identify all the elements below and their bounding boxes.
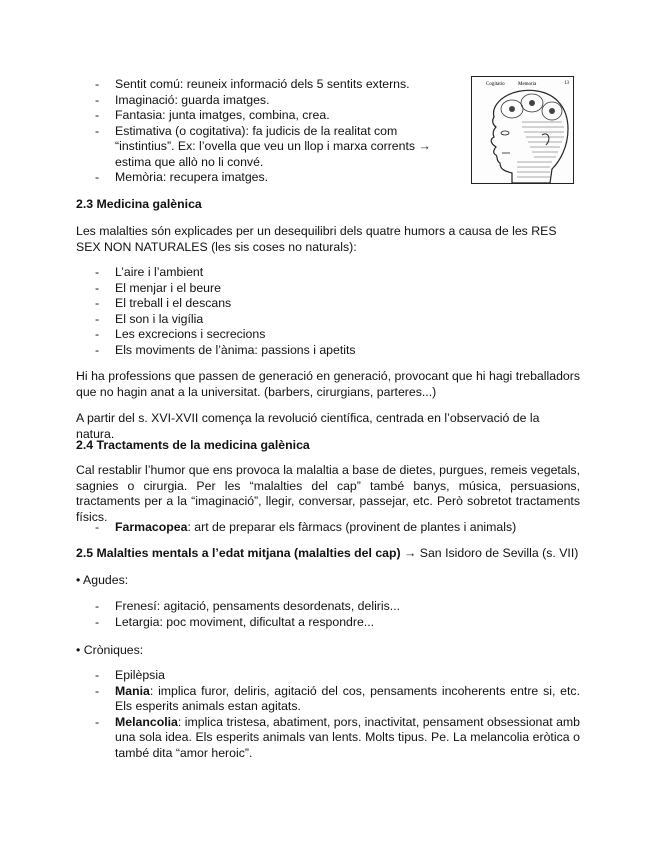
section-2-3-para2: A partir del s. XVI-XVII comença la revolució científica, centrada en l’observació de la natura. xyxy=(76,411,540,441)
non-naturals-list xyxy=(76,265,580,358)
item-rest: : art de preparar els fàrmacs (provinent de plantes i animals) xyxy=(187,520,517,534)
list-item: - Memòria: recupera imatges. xyxy=(76,170,452,186)
figure-caption-left: Cogitatio xyxy=(486,82,505,87)
acute-label: • Agudes: xyxy=(76,573,129,587)
list-item: - Letargia: poc moviment, dificultat a respondre... xyxy=(76,615,580,631)
chronic-label: • Cròniques: xyxy=(76,643,144,657)
section-2-5-title-bold: 2.5 Malalties mentals a l’edat mitjana (malalties del cap) xyxy=(76,546,401,560)
list-item: - Frenesí: agitació, pensaments desordenats, deliris... xyxy=(76,599,580,615)
list-item xyxy=(76,684,580,715)
treatments-list xyxy=(76,520,580,536)
senses-list-block xyxy=(76,77,452,186)
section-2-3-intro: Les malalties són explicades per un desequilibri dels quatre humors a causa de les RES SEX NON NATURALES (les sis coses no naturals): xyxy=(76,224,557,254)
mania-bold: Mania xyxy=(115,683,150,698)
chronic-list xyxy=(76,668,580,761)
item-bold: Farmacopea xyxy=(115,520,188,534)
list-item: - El son i la vigília xyxy=(76,312,580,328)
senses-list xyxy=(76,77,452,186)
treatments-list-block xyxy=(76,520,580,536)
section-2-3-para1: Hi ha professions que passen de generació en generació, provocant que hi hagi treballadors que no hagin anat a la universitat. (barbers, cirurgians, parteres...) xyxy=(76,369,580,399)
figure-caption-right: 13 xyxy=(564,81,569,86)
melancolia-bold: Melancolia xyxy=(115,714,178,729)
section-2-5-title-rest: → San Isidoro de Sevilla (s. VII) xyxy=(400,546,579,560)
acute-list xyxy=(76,599,580,630)
list-item: - L’aire i l’ambient xyxy=(76,265,580,281)
list-item: - Sentit comú: reuneix informació dels 5 sentits externs. xyxy=(76,77,452,93)
woodcut-head-figure xyxy=(471,76,574,184)
list-item: - El menjar i el beure xyxy=(76,281,580,297)
chronic-list-block xyxy=(76,668,580,761)
section-2-5-title xyxy=(76,546,580,562)
list-item xyxy=(76,715,580,762)
list-item: - Estimativa (o cogitativa): fa judicis de la realitat com “instintius”. Ex: l’ovella que veu un llop i marxa corrents → estima que allò no li convé. xyxy=(76,124,452,171)
list-item xyxy=(76,520,580,536)
figure-caption-mid: Memoria xyxy=(518,82,537,87)
mania-rest: : implica furor, deliris, agitació del cos, pensaments incoherents entre si, etc. Els esperits animals estan agitats. xyxy=(115,683,580,713)
melancolia-rest: : implica tristesa, abatiment, pors, inactivitat, pensament obsessionat amb una sola idea. Els esperits animals van lents. Molts tipus. Pe. La melancolia eròtica o també dita “amor heroic”. xyxy=(115,714,580,760)
acute-list-block xyxy=(76,599,580,630)
section-2-4-title: 2.4 Tractaments de la medicina galènica xyxy=(76,438,310,452)
non-naturals-list-block xyxy=(76,265,580,358)
section-2-3-title: 2.3 Medicina galènica xyxy=(76,197,202,211)
list-item: - El treball i el descans xyxy=(76,296,580,312)
list-item: - Imaginació: guarda imatges. xyxy=(76,93,452,109)
woodcut-head-icon xyxy=(472,77,575,185)
list-item: - Epilèpsia xyxy=(76,668,580,684)
section-2-4-para: Cal restablir l’humor que ens provoca la malaltia a base de dietes, purgues, remeis vegetals, sagnies o cirurgia. Per les “malalties del cap” també banys, música, persuasions, tractaments per a la “imaginació”, llegir, conversar, passejar, etc. Però sobretot tractaments físics. xyxy=(76,463,580,524)
list-item: - Les excrecions i secrecions xyxy=(76,327,580,343)
list-item: - Fantasia: junta imatges, combina, crea. xyxy=(76,108,452,124)
list-item: - Els moviments de l’ànima: passions i apetits xyxy=(76,343,580,359)
